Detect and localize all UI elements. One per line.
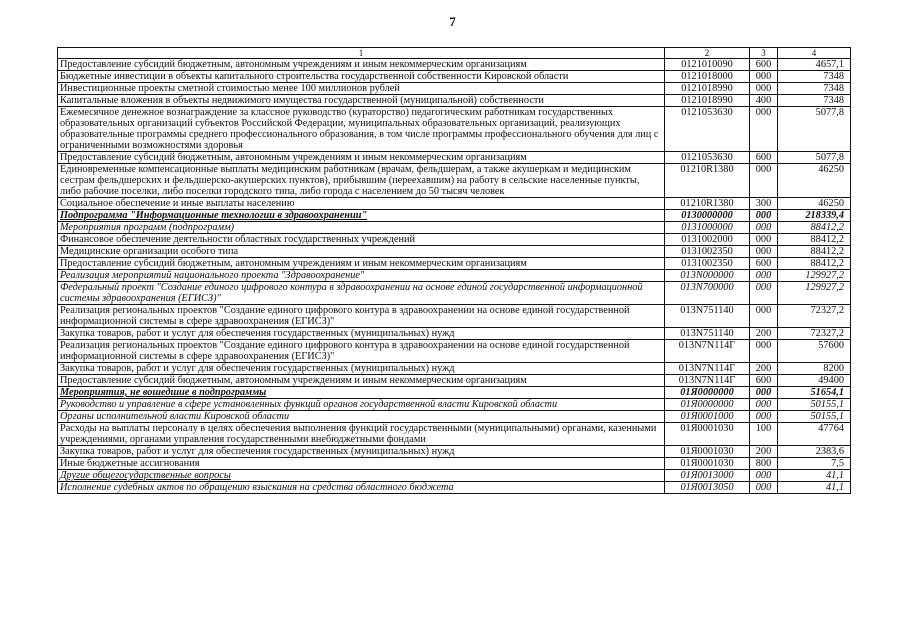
- row-sum-cell: 129927,2: [778, 270, 851, 282]
- row-sum-cell: 7348: [778, 71, 851, 83]
- table-row: [58, 107, 851, 152]
- row-type-cell: 300: [750, 198, 778, 210]
- row-code-cell: 0121018990: [665, 95, 750, 107]
- table-row: [58, 59, 851, 71]
- row-name-cell: Инвестиционные проекты сметной стоимостью менее 100 миллионов рублей: [58, 83, 665, 95]
- table-row: [58, 258, 851, 270]
- table-row: [58, 305, 851, 328]
- row-type-cell: 200: [750, 446, 778, 458]
- table-row: [58, 458, 851, 470]
- row-type-cell: 000: [750, 387, 778, 399]
- row-name-cell: Реализация мероприятий национального проекта "Здравоохранение": [58, 270, 665, 282]
- row-type-cell: 000: [750, 222, 778, 234]
- header-col-2: 2: [665, 48, 750, 59]
- row-type-cell: 000: [750, 282, 778, 305]
- row-name-cell: Предоставление субсидий бюджетным, автономным учреждениям и иным некоммерческим организациям: [58, 258, 665, 270]
- row-sum-cell: 51654,1: [778, 387, 851, 399]
- row-sum-cell: 72327,2: [778, 328, 851, 340]
- table-row: [58, 375, 851, 387]
- table-row: [58, 210, 851, 222]
- row-sum-cell: 49400: [778, 375, 851, 387]
- page-number: 7: [449, 14, 456, 29]
- row-type-cell: 200: [750, 363, 778, 375]
- row-code-cell: 01Я0001030: [665, 446, 750, 458]
- row-code-cell: 01Я0013050: [665, 482, 750, 494]
- row-name-cell: Реализация региональных проектов "Создание единого цифрового контура в здравоохранении на основе единой государственной информационной системы в сфере здравоохранения (ЕГИСЗ)": [58, 340, 665, 363]
- row-type-cell: 600: [750, 152, 778, 164]
- table-row: [58, 423, 851, 446]
- row-type-cell: 000: [750, 246, 778, 258]
- row-code-cell: 0131000000: [665, 222, 750, 234]
- row-sum-cell: 7348: [778, 95, 851, 107]
- row-code-cell: 0121010090: [665, 59, 750, 71]
- row-type-cell: 000: [750, 234, 778, 246]
- row-name-cell: Предоставление субсидий бюджетным, автономным учреждениям и иным некоммерческим организациям: [58, 152, 665, 164]
- row-code-cell: 0121018990: [665, 83, 750, 95]
- row-sum-cell: 129927,2: [778, 282, 851, 305]
- row-code-cell: 013N7N114Г: [665, 375, 750, 387]
- row-name-cell: Закупка товаров, работ и услуг для обеспечения государственных (муниципальных) нужд: [58, 328, 665, 340]
- row-name-cell: Иные бюджетные ассигнования: [58, 458, 665, 470]
- row-type-cell: 400: [750, 95, 778, 107]
- row-code-cell: 01Я0013000: [665, 470, 750, 482]
- table-row: [58, 328, 851, 340]
- row-name-cell: Бюджетные инвестиции в объекты капитального строительства государственной собственности Кировской области: [58, 71, 665, 83]
- row-type-cell: 800: [750, 458, 778, 470]
- table-row: [58, 470, 851, 482]
- row-code-cell: 0121053630: [665, 107, 750, 152]
- row-sum-cell: 50155,1: [778, 399, 851, 411]
- row-code-cell: 013N000000: [665, 270, 750, 282]
- row-name-cell: Другие общегосударственные вопросы: [58, 470, 665, 482]
- table-row: [58, 363, 851, 375]
- row-name-cell: Социальное обеспечение и иные выплаты населению: [58, 198, 665, 210]
- row-sum-cell: 41,1: [778, 482, 851, 494]
- row-name-cell: Подпрограмма "Информационные технологии в здравоохранении": [58, 210, 665, 222]
- table-row: [58, 71, 851, 83]
- row-type-cell: 600: [750, 59, 778, 71]
- row-sum-cell: 46250: [778, 164, 851, 198]
- row-type-cell: 000: [750, 411, 778, 423]
- table-row: [58, 399, 851, 411]
- table-row: [58, 95, 851, 107]
- row-sum-cell: 7348: [778, 83, 851, 95]
- row-code-cell: 01Я0000000: [665, 399, 750, 411]
- row-type-cell: 600: [750, 258, 778, 270]
- row-name-cell: Расходы на выплаты персоналу в целях обеспечения выполнения функций государственными (муниципальными) органами, казенными учреждениями, органами управления государственными внебюджетными фондами: [58, 423, 665, 446]
- header-col-3: 3: [750, 48, 778, 59]
- row-code-cell: 0130000000: [665, 210, 750, 222]
- row-sum-cell: 50155,1: [778, 411, 851, 423]
- header-col-1: 1: [58, 48, 665, 59]
- table-row: [58, 83, 851, 95]
- row-type-cell: 000: [750, 270, 778, 282]
- row-code-cell: 0131002350: [665, 258, 750, 270]
- budget-table: [57, 47, 851, 494]
- row-code-cell: 013N700000: [665, 282, 750, 305]
- table-row: [58, 446, 851, 458]
- table-row: [58, 246, 851, 258]
- row-sum-cell: 5077,8: [778, 152, 851, 164]
- row-code-cell: 013N751140: [665, 305, 750, 328]
- table-row: [58, 387, 851, 399]
- row-name-cell: Единовременные компенсационные выплаты медицинским работникам (врачам, фельдшерам, а также акушеркам и медицинским сестрам фельдшерских и фельдшерско-акушерских пунктов), прибывшим (переехавшим) на работу в сельские населенные пункты, либо рабочие поселки, либо поселки городского типа, либо города с населением до 50 тысяч человек: [58, 164, 665, 198]
- row-sum-cell: 88412,2: [778, 258, 851, 270]
- row-name-cell: Предоставление субсидий бюджетным, автономным учреждениям и иным некоммерческим организациям: [58, 375, 665, 387]
- row-type-cell: 000: [750, 482, 778, 494]
- table-row: [58, 198, 851, 210]
- row-code-cell: 0121053630: [665, 152, 750, 164]
- row-code-cell: 01Я0000000: [665, 387, 750, 399]
- row-code-cell: 01Я0001030: [665, 458, 750, 470]
- row-sum-cell: 5077,8: [778, 107, 851, 152]
- row-type-cell: 000: [750, 470, 778, 482]
- row-code-cell: 0121018000: [665, 71, 750, 83]
- row-type-cell: 000: [750, 83, 778, 95]
- row-type-cell: 100: [750, 423, 778, 446]
- row-code-cell: 0131002350: [665, 246, 750, 258]
- row-sum-cell: 57600: [778, 340, 851, 363]
- row-name-cell: Мероприятия, не вошедшие в подпрограммы: [58, 387, 665, 399]
- row-sum-cell: 72327,2: [778, 305, 851, 328]
- row-type-cell: 200: [750, 328, 778, 340]
- row-type-cell: 000: [750, 305, 778, 328]
- row-name-cell: Медицинские организации особого типа: [58, 246, 665, 258]
- row-sum-cell: 46250: [778, 198, 851, 210]
- row-name-cell: Мероприятия программ (подпрограмм): [58, 222, 665, 234]
- table-row: [58, 234, 851, 246]
- row-name-cell: Предоставление субсидий бюджетным, автономным учреждениям и иным некоммерческим организациям: [58, 59, 665, 71]
- row-type-cell: 000: [750, 164, 778, 198]
- row-sum-cell: 2383,6: [778, 446, 851, 458]
- row-sum-cell: 7,5: [778, 458, 851, 470]
- row-code-cell: 01210R1380: [665, 164, 750, 198]
- row-name-cell: Капитальные вложения в объекты недвижимого имущества государственной (муниципальной) собственности: [58, 95, 665, 107]
- row-sum-cell: 88412,2: [778, 222, 851, 234]
- row-sum-cell: 41,1: [778, 470, 851, 482]
- table-row: [58, 222, 851, 234]
- row-name-cell: Закупка товаров, работ и услуг для обеспечения государственных (муниципальных) нужд: [58, 363, 665, 375]
- row-code-cell: 0131002000: [665, 234, 750, 246]
- row-name-cell: Ежемесячное денежное вознаграждение за классное руководство (кураторство) педагогическим работникам государственных образовательных организаций субъектов Российской Федерации, муниципальных образовательных организаций, реализующих образовательные программы среднего профессионального образования, в том числе программы профессионального обучения для лиц с ограниченными возможностями здоровья: [58, 107, 665, 152]
- table-row: [58, 152, 851, 164]
- row-name-cell: Финансовое обеспечение деятельности областных государственных учреждений: [58, 234, 665, 246]
- row-name-cell: Руководство и управление в сфере установленных функций органов государственной власти Кировской области: [58, 399, 665, 411]
- row-sum-cell: 8200: [778, 363, 851, 375]
- row-name-cell: Органы исполнительной власти Кировской области: [58, 411, 665, 423]
- row-sum-cell: 88412,2: [778, 234, 851, 246]
- row-name-cell: Федеральный проект "Создание единого цифрового контура в здравоохранении на основе единой государственной информационной системы здравоохранения (ЕГИСЗ)": [58, 282, 665, 305]
- table-row: [58, 411, 851, 423]
- table-row: [58, 282, 851, 305]
- table-body: [58, 48, 851, 494]
- table-row: [58, 340, 851, 363]
- row-name-cell: Реализация региональных проектов "Создание единого цифрового контура в здравоохранении на основе единой государственной информационной системы в сфере здравоохранения (ЕГИСЗ)": [58, 305, 665, 328]
- row-type-cell: 000: [750, 71, 778, 83]
- row-code-cell: 013N7N114Г: [665, 363, 750, 375]
- header-row: [58, 48, 851, 59]
- row-type-cell: 000: [750, 340, 778, 363]
- row-code-cell: 01Я0001030: [665, 423, 750, 446]
- table-row: [58, 270, 851, 282]
- row-name-cell: Закупка товаров, работ и услуг для обеспечения государственных (муниципальных) нужд: [58, 446, 665, 458]
- row-code-cell: 013N7N114Г: [665, 340, 750, 363]
- row-sum-cell: 218339,4: [778, 210, 851, 222]
- header-col-4: 4: [778, 48, 851, 59]
- row-type-cell: 600: [750, 375, 778, 387]
- row-type-cell: 000: [750, 399, 778, 411]
- row-type-cell: 000: [750, 107, 778, 152]
- row-code-cell: 01Я0001000: [665, 411, 750, 423]
- row-type-cell: 000: [750, 210, 778, 222]
- row-code-cell: 01210R1380: [665, 198, 750, 210]
- table-row: [58, 164, 851, 198]
- row-code-cell: 013N751140: [665, 328, 750, 340]
- row-name-cell: Исполнение судебных актов по обращению взыскания на средства областного бюджета: [58, 482, 665, 494]
- row-sum-cell: 4657,1: [778, 59, 851, 71]
- table-row: [58, 482, 851, 494]
- row-sum-cell: 88412,2: [778, 246, 851, 258]
- row-sum-cell: 47764: [778, 423, 851, 446]
